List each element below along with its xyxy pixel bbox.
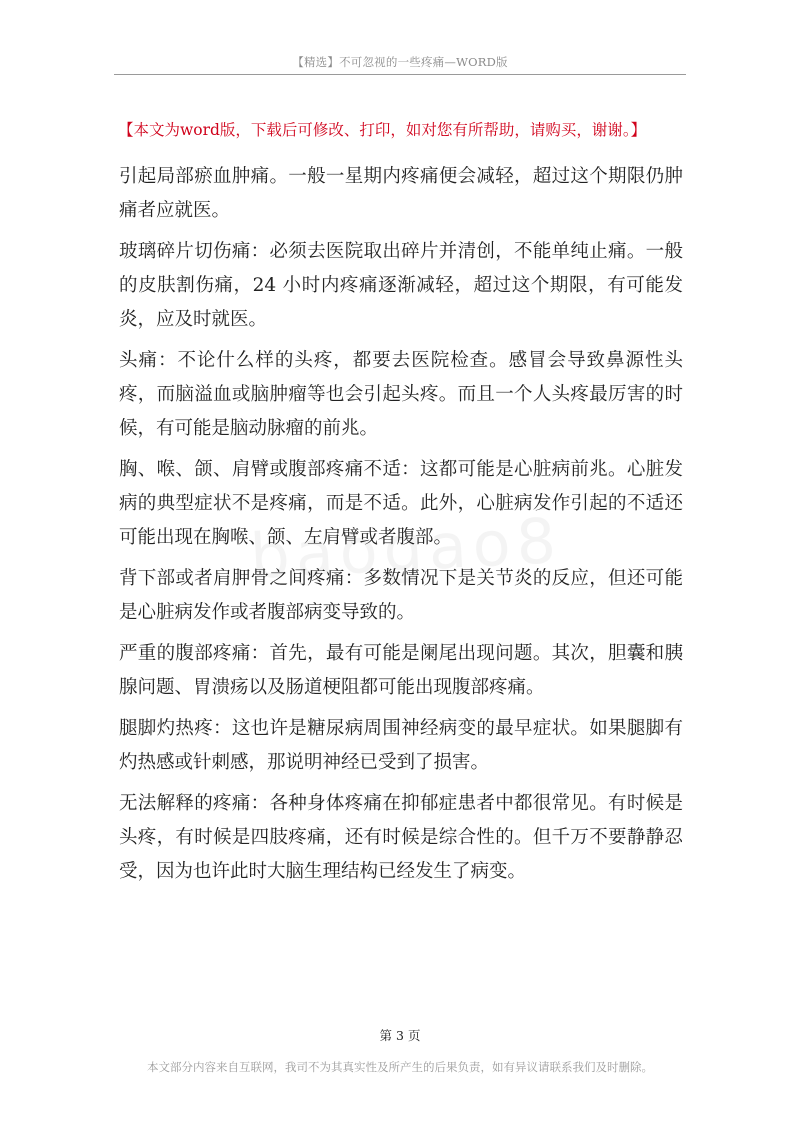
purchase-notice: 【本文为word版，下载后可修改、打印，如对您有所帮助，请购买，谢谢。】 xyxy=(118,121,647,139)
paragraph-bruise: 引起局部瘀血肿痛。一般一星期内疼痛便会减轻，超过这个期限仍肿痛者应就医。 xyxy=(119,166,683,221)
header-divider xyxy=(114,74,686,75)
footer-disclaimer: 本文部分内容来自互联网，我司不为其真实性及所产生的后果负责，如有异议请联系我们及时删除。 xyxy=(147,1060,653,1074)
article-body xyxy=(119,160,683,896)
paragraph-headache: 头痛：不论什么样的头疼，都要去医院检查。感冒会导致鼻源性头疼，而脑溢血或脑肿瘤等也会引起头疼。而且一个人头疼最厉害的时候，有可能是脑动脉瘤的前兆。 xyxy=(119,350,683,439)
paragraph-back-pain: 背下部或者肩胛骨之间疼痛：多数情况下是关节炎的反应，但还可能是心脏病发作或者腹部病变导致的。 xyxy=(119,568,683,623)
page-header: 【精选】不可忽视的一些疼痛—WORD版 xyxy=(292,55,508,69)
paragraph-glass-cut: 玻璃碎片切伤痛：必须去医院取出碎片并清创，不能单纯止痛。一般的皮肤割伤痛，24 小时内疼痛逐渐减轻，超过这个期限，有可能发炎，应及时就医。 xyxy=(119,241,683,330)
paragraph-unexplained-pain: 无法解释的疼痛：各种身体疼痛在抑郁症患者中都很常见。有时候是头疼，有时候是四肢疼痛，还有时候是综合性的。但千万不要静静忍受，因为也许此时大脑生理结构已经发生了病变。 xyxy=(119,793,683,882)
paragraph-chest-pain: 胸、喉、颌、肩臂或腹部疼痛不适：这都可能是心脏病前兆。心脏发病的典型症状不是疼痛，而是不适。此外，心脏病发作引起的不适还可能出现在胸喉、颌、左肩臂或者腹部。 xyxy=(119,459,683,548)
paragraph-leg-burning: 腿脚灼热疼：这也许是糖尿病周围神经病变的最早症状。如果腿脚有灼热感或针刺感，那说明神经已受到了损害。 xyxy=(119,718,683,773)
paragraph-abdominal-pain: 严重的腹部疼痛：首先，最有可能是阑尾出现问题。其次，胆囊和胰腺问题、胃溃疡以及肠道梗阻都可能出现腹部疼痛。 xyxy=(119,643,683,698)
page-number: 第 3 页 xyxy=(379,1028,421,1043)
